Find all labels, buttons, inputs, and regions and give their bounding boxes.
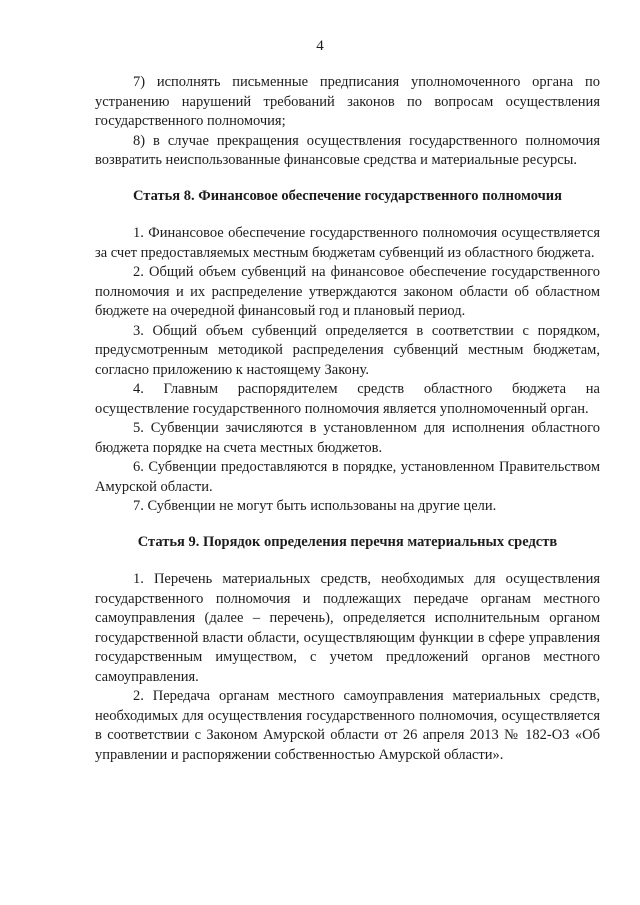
article-8-heading: Статья 8. Финансовое обеспечение государственного полномочия [133,187,562,204]
article-9-item-2: 2. Передача органам местного самоуправления материальных средств, необходимых для осуществления государственного полномочия, осуществляется в соответствии с Законом Амурской области от 26 апреля 2013 № 182-ОЗ «Об управлении и распоряжении собственностью Амурской области». [95,688,600,763]
paragraph-item-8: 8) в случае прекращения осуществления государственного полномочия возвратить неиспользованные финансовые средства и материальные ресурсы. [95,132,600,168]
paragraph-item-7: 7) исполнять письменные предписания уполномоченного органа по устранению нарушений требований законов по вопросам осуществления государственного полномочия; [95,74,600,129]
page-number: 4 [316,38,324,54]
article-8-item-5: 5. Субвенции зачисляются в установленном для исполнения областного бюджета порядке на счета местных бюджетов. [95,420,600,456]
article-8-item-6: 6. Субвенции предоставляются в порядке, установленном Правительством Амурской области. [95,459,600,495]
article-8-item-3: 3. Общий объем субвенций определяется в соответствии с порядком, предусмотренным методикой распределения субвенций местным бюджетам, согласно приложению к настоящему Закону. [95,322,600,378]
article-8-item-1: 1. Финансовое обеспечение государственного полномочия осуществляется за счет предоставляемых местным бюджетам субвенций из областного бюджета. [95,225,600,261]
article-8-item-2: 2. Общий объем субвенций на финансовое обеспечение государственного полномочия и их распределение утверждаются законом области об областном бюджете на очередной финансовый год и плановый период. [95,264,600,319]
article-9-item-1: 1. Перечень материальных средств, необходимых для осуществления государственного полномочия и подлежащих передаче органам местного самоуправления (далее – перечень), определяется исполнительным органом государственной власти области, осуществляющим функции в сфере управления государственным имуществом, с учетом предложений органов местного самоуправления. [95,571,600,685]
article-8-item-4: 4. Главным распорядителем средств областного бюджета на осуществление государственного полномочия является уполномоченный орган. [95,381,600,417]
document-body [95,73,600,765]
article-8-item-7: 7. Субвенции не могут быть использованы на другие цели. [133,498,497,514]
article-9-heading: Статья 9. Порядок определения перечня материальных средств [137,533,558,550]
